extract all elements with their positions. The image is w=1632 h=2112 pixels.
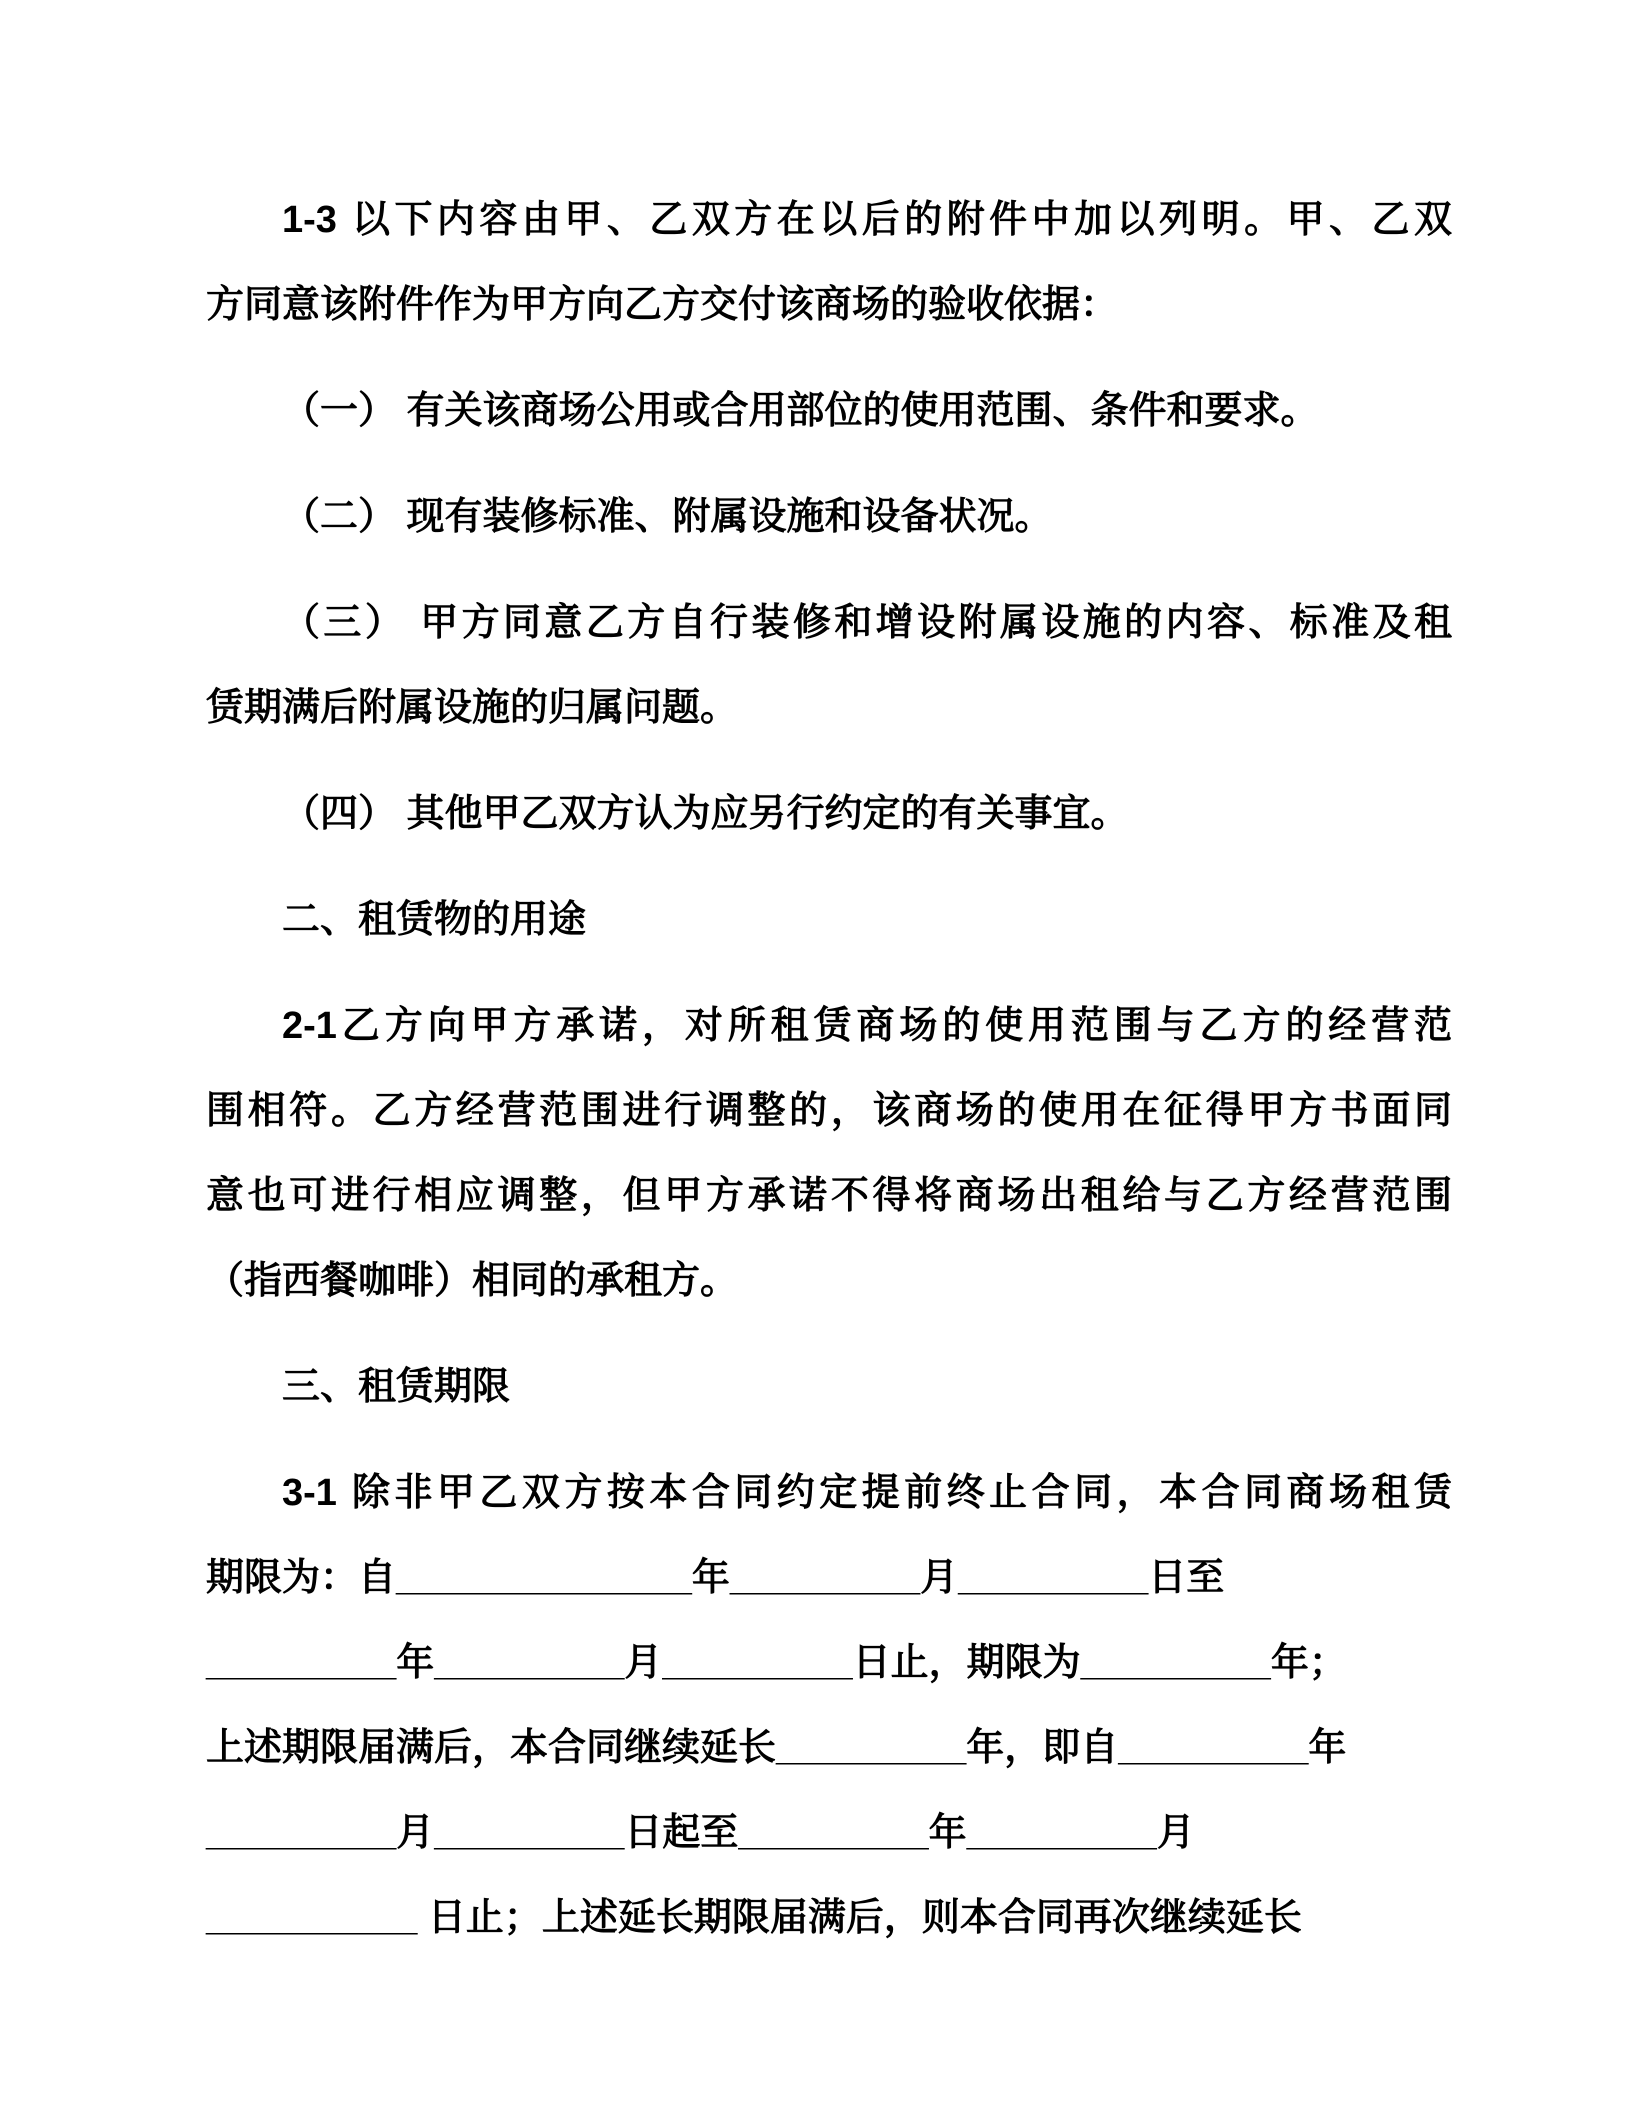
text-line: 围相符。乙方经营范围进行调整的，该商场的使用在征得甲方书面同	[206, 1090, 1452, 1132]
text-line: （指西餐咖啡）相同的承租方。	[206, 1260, 739, 1302]
text-line: 赁期满后附属设施的归属问题。	[206, 687, 739, 729]
text-line: 1-3 以下内容由甲、乙双方在以后的附件中加以列明。甲、乙双	[282, 199, 1452, 241]
text-line: （二） 现有装修标准、附属设施和设备状况。	[282, 496, 1053, 538]
text-line: （一） 有关该商场公用或合用部位的使用范围、条件和要求。	[282, 390, 1319, 432]
text-line: 二、租赁物的用途	[282, 899, 587, 941]
text-line: __________ 日止；上述延长期限届满后，则本合同再次继续延长	[206, 1897, 1302, 1939]
paragraph-clause-1-3	[206, 178, 1452, 348]
text-line: （三） 甲方同意乙方自行装修和增设附属设施的内容、标准及租	[282, 602, 1452, 644]
text-line: 上述期限届满后，本合同继续延长_________年，即自_________年	[206, 1727, 1347, 1769]
text-line: 意也可进行相应调整，但甲方承诺不得将商场出租给与乙方经营范围	[206, 1175, 1452, 1217]
paragraph-item-4	[206, 772, 1452, 857]
text-line: 期限为：自______________年_________月_________日至	[206, 1557, 1225, 1599]
text-line: 2-1乙方向甲方承诺，对所租赁商场的使用范围与乙方的经营范	[282, 1005, 1452, 1047]
text-line: （四） 其他甲乙双方认为应另行约定的有关事宜。	[282, 793, 1129, 835]
paragraph-heading-2	[206, 878, 1452, 963]
text-line: 3-1 除非甲乙双方按本合同约定提前终止合同，本合同商场租赁	[282, 1472, 1452, 1514]
text-line: _________月_________日起至_________年_________月	[206, 1812, 1195, 1854]
paragraph-clause-2-1	[206, 984, 1452, 1324]
text-line: 方同意该附件作为甲方向乙方交付该商场的验收依据：	[206, 284, 1119, 326]
text-line: 三、租赁期限	[282, 1366, 511, 1408]
contract-body	[206, 178, 1452, 1982]
paragraph-item-1	[206, 369, 1452, 454]
paragraph-item-2	[206, 475, 1452, 560]
paragraph-clause-3-1	[206, 1451, 1452, 1961]
text-line: _________年_________月_________日止，期限为_________年；	[206, 1642, 1347, 1684]
paragraph-heading-3	[206, 1345, 1452, 1430]
paragraph-item-3	[206, 581, 1452, 751]
